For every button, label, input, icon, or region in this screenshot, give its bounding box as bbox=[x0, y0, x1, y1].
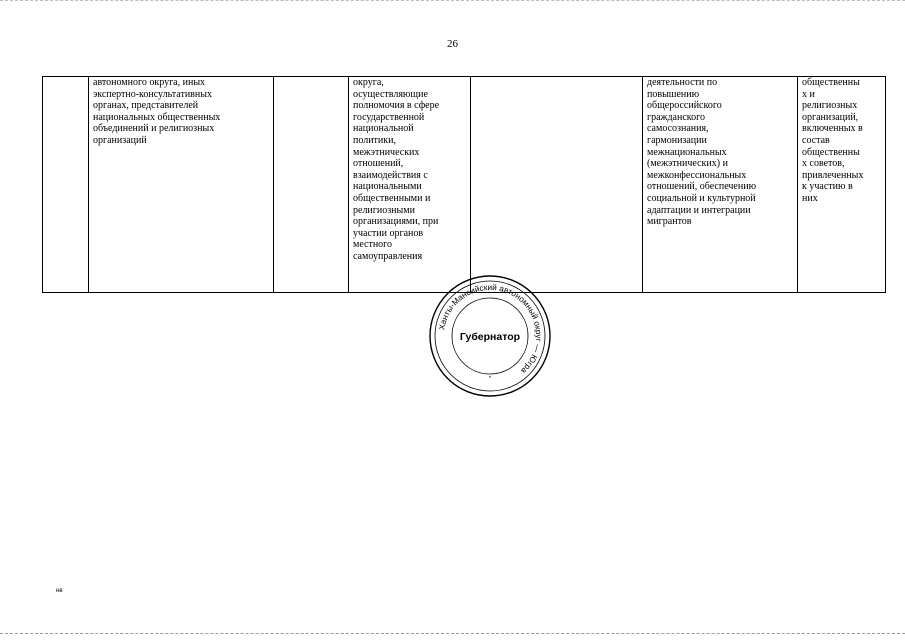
cell-text-line: общественны bbox=[802, 77, 860, 88]
cell-text-line: межнациональных bbox=[647, 146, 727, 158]
cell-text-line: отношений, обеспечению bbox=[647, 181, 757, 193]
cell-text-line: экспертно-консультативных bbox=[93, 88, 212, 100]
cell-text-line: местного bbox=[353, 239, 393, 251]
table-cell-5 bbox=[471, 77, 643, 293]
cell-text-line: повышению bbox=[647, 88, 700, 100]
cell-text-line: общероссийского bbox=[647, 100, 722, 112]
cell-text-line: общественными и bbox=[353, 192, 431, 204]
cell-text-line: национальных общественных bbox=[93, 111, 221, 123]
cell-text-line: самосознания, bbox=[647, 123, 709, 135]
continuation-table bbox=[42, 76, 886, 293]
cell-text-line: социальной и культурной bbox=[647, 192, 756, 204]
page-number: 26 bbox=[447, 38, 458, 50]
cell-text-line: гражданского bbox=[647, 111, 705, 123]
cell-text-line: округа, bbox=[353, 77, 384, 88]
cell-text-line: религиозных bbox=[802, 100, 858, 112]
cell-text-line: деятельности по bbox=[647, 77, 718, 88]
cell-text-line: (межэтнических) и bbox=[647, 158, 728, 170]
cell-text-line: взаимодействия с bbox=[353, 169, 428, 181]
cell-text-line: участии органов bbox=[353, 227, 424, 239]
cell-text-line: национальной bbox=[353, 123, 414, 135]
cell-text-line: государственной bbox=[353, 111, 425, 123]
cell-text-line: включенных в bbox=[802, 123, 863, 135]
cell-text-line: состав bbox=[802, 134, 830, 146]
cell-text-line: политики, bbox=[353, 134, 396, 146]
cell-text-line: религиозными bbox=[353, 204, 415, 216]
cell-text-line: гармонизации bbox=[647, 134, 707, 146]
cell-text-line: самоуправления bbox=[353, 250, 423, 262]
cell-text-line: х и bbox=[802, 88, 815, 100]
cell-text-line: х советов, bbox=[802, 158, 845, 170]
svg-text:Ханты-Мансийский автономный ок: Ханты-Мансийский автономный округ — Югра bbox=[437, 282, 544, 376]
svg-text:Губернатор: Губернатор bbox=[459, 331, 521, 343]
table-cell-1 bbox=[43, 77, 89, 293]
footer-code: нв bbox=[56, 588, 63, 594]
cell-text-line: отношений, bbox=[353, 158, 404, 170]
cell-text-line: полномочия в сфере bbox=[353, 100, 440, 112]
cell-text-line: организациями, при bbox=[353, 216, 439, 228]
cell-text-line: осуществляющие bbox=[353, 88, 428, 100]
cell-text-line: них bbox=[802, 192, 818, 204]
table-cell-4 bbox=[349, 77, 471, 293]
cell-text-line: мигрантов bbox=[647, 216, 692, 228]
cell-text-line: межконфессиональных bbox=[647, 169, 747, 181]
cell-text-line: адаптации и интеграции bbox=[647, 204, 751, 216]
scan-top-edge bbox=[0, 0, 905, 2]
cell-text-line: организаций bbox=[93, 134, 147, 146]
table-row bbox=[43, 77, 886, 293]
governor-seal bbox=[428, 274, 552, 398]
cell-text-line: органах, представителей bbox=[93, 100, 199, 112]
table-cell-3 bbox=[274, 77, 349, 293]
cell-text-line: межэтнических bbox=[353, 146, 420, 158]
cell-text-line: объединений и религиозных bbox=[93, 123, 215, 135]
cell-text-line: организаций, bbox=[802, 111, 859, 123]
cell-text-line: к участию в bbox=[802, 181, 853, 193]
scan-bottom-edge bbox=[0, 633, 905, 635]
cell-text-line: национальными bbox=[353, 181, 422, 193]
svg-text:*: * bbox=[488, 376, 492, 382]
cell-text-line: общественны bbox=[802, 146, 860, 158]
cell-text-line: привлеченных bbox=[802, 169, 864, 181]
table-cell-7 bbox=[798, 77, 886, 293]
table-cell-6 bbox=[643, 77, 798, 293]
table-cell-2 bbox=[89, 77, 274, 293]
cell-text-line: автономного округа, иных bbox=[93, 77, 206, 88]
